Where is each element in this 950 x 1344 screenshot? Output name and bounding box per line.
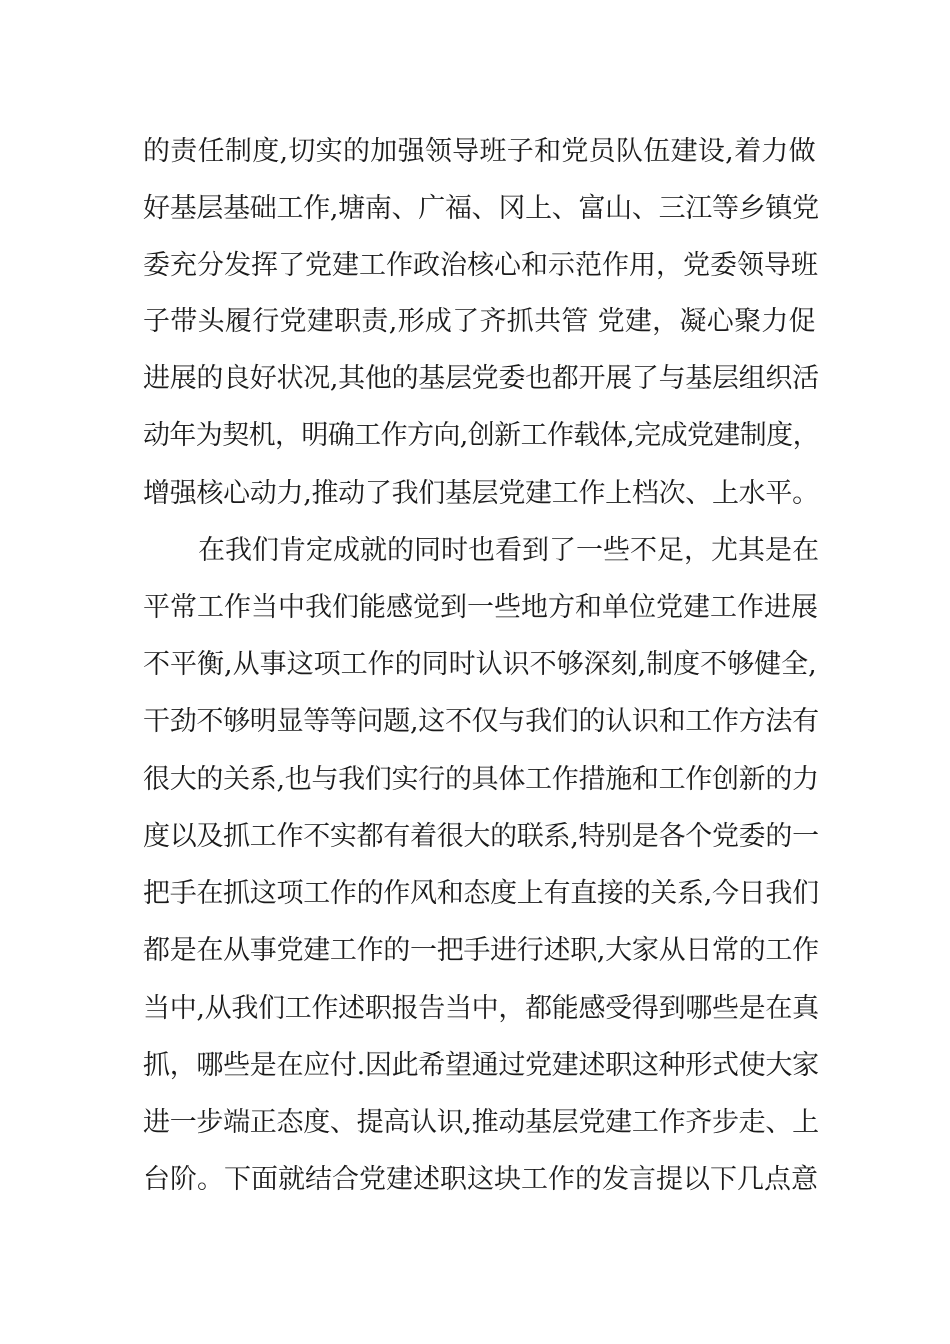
text-line: 好基层基础工作,塘南、广福、冈上、富山、三江等乡镇党	[143, 193, 819, 224]
text-line: 的责任制度,切实的加强领导班子和党员队伍建设,着力做	[143, 136, 816, 167]
text-line: 增强核心动力,推动了我们基层党建工作上档次、上水平。	[143, 478, 819, 509]
text-line: 动年为契机，明确工作方向,创新工作载体,完成党建制度，	[143, 420, 819, 451]
text-line: 把手在抓这项工作的作风和态度上有直接的关系,今日我们	[143, 878, 819, 909]
text-line: 当中,从我们工作述职报告当中，都能感受得到哪些是在真	[143, 993, 819, 1024]
text-line: 干劲不够明显等等问题,这不仅与我们的认识和工作方法有	[143, 706, 819, 737]
text-line: 度以及抓工作不实都有着很大的联系,特别是各个党委的一	[143, 821, 819, 852]
text-line: 都是在从事党建工作的一把手进行述职,大家从日常的工作	[143, 935, 819, 966]
text-line: 委充分发挥了党建工作政治核心和示范作用，党委领导班	[143, 250, 818, 281]
text-line: 平常工作当中我们能感觉到一些地方和单位党建工作进展	[143, 592, 818, 623]
text-line: 台阶。下面就结合党建述职这块工作的发言提以下几点意	[143, 1164, 818, 1195]
text-line: 子带头履行党建职责,形成了齐抓共管 党建，凝心聚力促	[143, 306, 816, 337]
text-line: 进一步端正态度、提高认识,推动基层党建工作齐步走、上	[143, 1107, 819, 1138]
text-line: 在我们肯定成就的同时也看到了一些不足，尤其是在	[198, 535, 819, 566]
text-line: 抓，哪些是在应付.因此希望通过党建述职这种形式使大家	[143, 1050, 819, 1081]
text-line: 很大的关系,也与我们实行的具体工作措施和工作创新的力	[143, 764, 819, 795]
text-line: 进展的良好状况,其他的基层党委也都开展了与基层组织活	[143, 363, 819, 394]
text-line: 不平衡,从事这项工作的同时认识不够深刻,制度不够健全,	[143, 649, 817, 680]
